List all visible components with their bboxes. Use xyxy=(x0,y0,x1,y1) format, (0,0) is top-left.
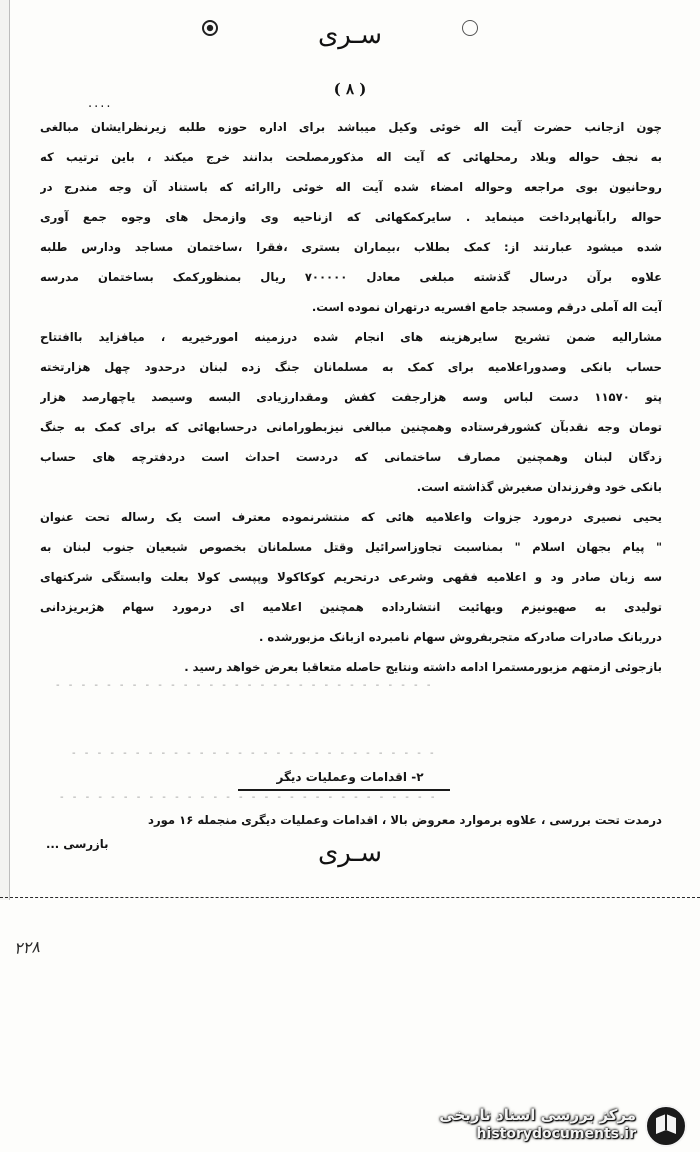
archive-number: ۲۲۸ xyxy=(13,937,41,958)
classification-footer: سـری xyxy=(317,838,383,868)
text-line: حواله رابآنهاپرداخت مینماید . سایرکمکهائی که ازناحیه وی وازمحل های وجوه جمع آوری xyxy=(40,210,662,224)
text-line: بازجوئی ازمتهم مزبورمستمرا ادامه داشته ونتایج حاصله متعاقبا بعرض خواهد رسید . xyxy=(184,660,662,674)
section-underline xyxy=(238,789,450,791)
paragraph-2 xyxy=(40,322,662,502)
text-line: پتو ۱۱۵۷۰ دست لباس وسه هزارجفت کفش ومقدارزیادی البسه وسیصد یاچهارصد هزار xyxy=(40,390,662,404)
text-line: تولیدی به صهیونیزم وبهائیت انتشارداده همچنین اعلامیه ای درمورد سهام هژبریزدانی xyxy=(40,600,662,614)
text-line: علاوه برآن درسال گذشته مبلغی معادل ۷۰۰۰۰۰ ریال بمنظورکمک بساختمان مدرسه xyxy=(40,270,662,284)
paragraph-3 xyxy=(40,502,662,682)
classification-header: سـری xyxy=(317,20,383,50)
paragraph-1 xyxy=(40,112,662,322)
faded-text-trace: - - - - - - - - - - - - - - - - - - - - - - - - - - - - - - xyxy=(60,792,438,803)
text-line: " پیام بجهان اسلام " بمناسبت تجاوزاسرائیل وقتل مسلمانان بخصوص شیعیان جنوب لبنان به xyxy=(40,540,662,554)
text-line: درمدت تحت بررسی ، علاوه برموارد معروض بالا ، اقدامات وعملیات دیگری منجمله ۱۶ مورد xyxy=(148,813,662,827)
watermark xyxy=(410,1100,700,1152)
page-number: ( ۸ ) xyxy=(333,80,367,98)
section-heading: ۲- اقدامات وعملیات دیگر xyxy=(276,770,424,784)
text-line: آیت اله آملی درقم ومسجد جامع افسریه درتهران نموده است. xyxy=(311,300,662,314)
text-line: تومان وجه نقدبآن کشورفرستاده وهمچنین مبالغی نیزبطورامانی درحسابهائی که برای کمک به جنگ xyxy=(40,420,662,434)
text-line: روحانیون بوی مراجعه وحواله امضا‌ء شده آیت اله خوئی راارائه که باستناد آن وجه مندرج در xyxy=(40,180,662,194)
text-line: سه زبان صادر ود و اعلامیه فقهی وشرعی درتحریم کوکاکولا وپپسی کولا بعلت وابستگی شرکتهای xyxy=(40,570,662,584)
document-body xyxy=(40,112,662,682)
text-line: مشارالیه ضمن تشریح سایرهزینه های انجام شده درزمینه امورخیریه ، میافزاید باافتتاح xyxy=(40,330,662,344)
sheet-left-edge xyxy=(0,0,10,900)
faded-text-trace: - - - - - - - - - - - - - - - - - - - - - - - - - - - - - - xyxy=(56,680,434,691)
text-line: یحیی نصیری درمورد جزوات واعلامیه هائی که منتشرنموده معترف است یک رساله تحت عنوان xyxy=(40,510,662,524)
text-line: زدگان لبنان وهمچنین مصارف ساختمانی که دردست احداث است دردفترچه های حساب xyxy=(40,450,662,464)
text-line: شده میشود عبارتند از: کمک بطلاب ،بیماران بستری ،فقرا ،ساختمان مساجد ودارس طلبه xyxy=(40,240,662,254)
text-line: بازرسی ... xyxy=(46,837,109,851)
sheet-bottom-edge xyxy=(0,897,700,900)
margin-dots: .... xyxy=(88,96,113,111)
watermark-text-fa: مرکز بررسی اسناد تاریخی xyxy=(439,1106,636,1124)
archive-logo-icon xyxy=(644,1104,688,1148)
text-line: چون ازجانب حضرت آیت اله خوئی وکیل میباشد برای اداره حوزه طلبه زیرنظرایشان مبالغی xyxy=(40,120,662,134)
text-line: درربانک صادرات صادرکه متجربفروش سهام نامبرده ازبانک مزبورشده . xyxy=(258,630,662,644)
text-line: به نجف حواله وبلاد رمحلهائی که آیت اله مذکورمصلحت بدانند خرج میکند ، باین ترتیب که xyxy=(40,150,662,164)
text-line: بانکی خود وفرزندان صغیرش گذاشته است. xyxy=(416,480,662,494)
watermark-text-en: historydocuments.ir xyxy=(476,1126,636,1142)
text-line: حساب بانکی وصدوراعلامیه برای کمک به مسلمانان جنگ زده لبنان درحدود چهل هزارتخته xyxy=(40,360,662,374)
faded-text-trace: - - - - - - - - - - - - - - - - - - - - - - - - - - - - - xyxy=(72,748,437,759)
